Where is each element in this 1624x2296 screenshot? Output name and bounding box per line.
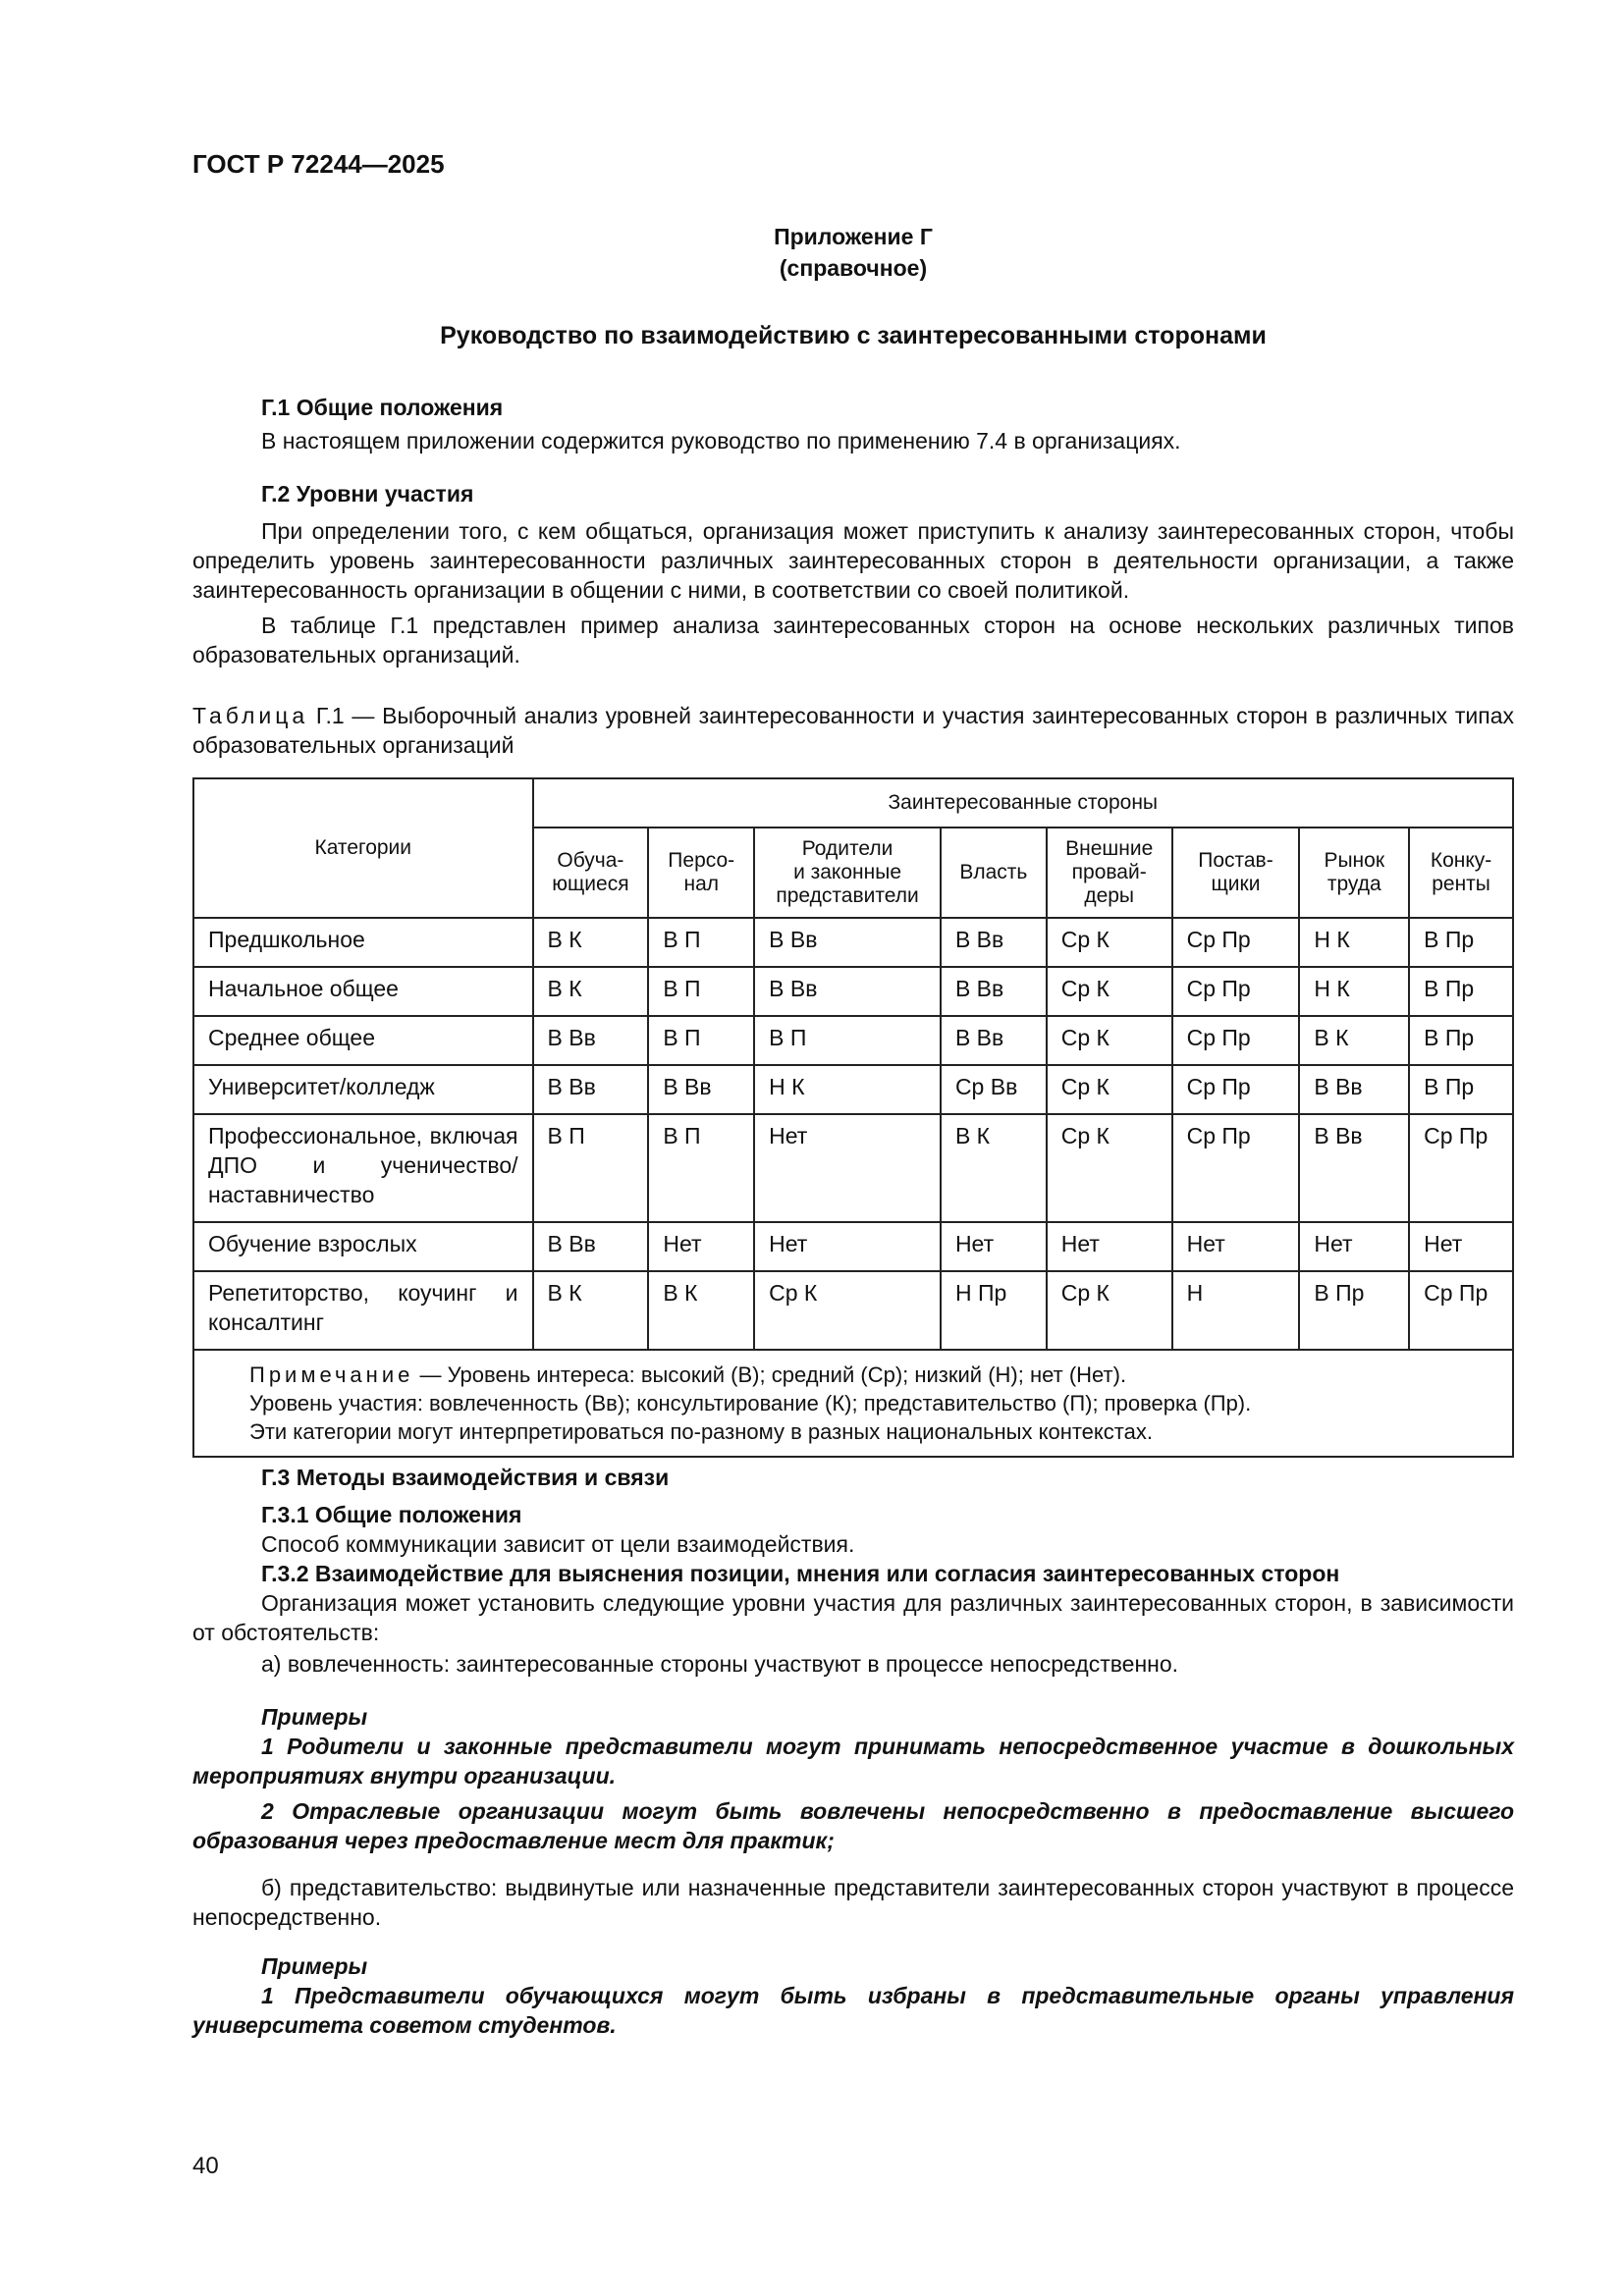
- col-header: Обуча- ющиеся: [533, 828, 649, 918]
- table-cell: В Вв: [941, 1016, 1047, 1065]
- table-cell: Ср Пр: [1409, 1114, 1513, 1222]
- table-cell: Ср Пр: [1172, 967, 1300, 1016]
- example-1-1: 1 Родители и законные представители могут принимать непосредственное участие в дошкольных мероприятиях внутри организации.: [192, 1734, 1514, 1789]
- appendix-subtitle: (справочное): [779, 255, 928, 281]
- table-cell: Ср К: [1047, 1065, 1172, 1114]
- table-cell: В Пр: [1299, 1271, 1409, 1350]
- section-g32-heading: Г.3.2 Взаимодействие для выяснения позиции, мнения или согласия заинтересованных сторон: [261, 1561, 1340, 1586]
- table-cell: В Пр: [1409, 918, 1513, 967]
- table-row: [193, 1065, 1513, 1114]
- table-cell: В П: [648, 1016, 754, 1065]
- table-cell: В Пр: [1409, 1016, 1513, 1065]
- col-header: Внешние провай- деры: [1047, 828, 1172, 918]
- examples-label-2: Примеры: [261, 1953, 368, 1979]
- table-cell: Нет: [1409, 1222, 1513, 1271]
- col-header-categories: Категории: [193, 778, 533, 918]
- col-header: Постав- щики: [1172, 828, 1300, 918]
- table-cell: Ср Пр: [1172, 1016, 1300, 1065]
- table-cell: Ср К: [754, 1271, 941, 1350]
- table-cell: Нет: [1172, 1222, 1300, 1271]
- table-cell: В Вв: [1299, 1114, 1409, 1222]
- section-g3-heading: Г.3 Методы взаимодействия и связи: [261, 1465, 670, 1490]
- table-cell: Нет: [754, 1222, 941, 1271]
- col-header: Рынок труда: [1299, 828, 1409, 918]
- table-cell: Ср К: [1047, 918, 1172, 967]
- table-cell: Н Пр: [941, 1271, 1047, 1350]
- col-header: Конку- ренты: [1409, 828, 1513, 918]
- table-cell: Нет: [1299, 1222, 1409, 1271]
- table-row: [193, 967, 1513, 1016]
- examples-label-1: Примеры: [261, 1704, 368, 1730]
- col-header: Персо- нал: [648, 828, 754, 918]
- col-header-group: Заинтересованные стороны: [533, 778, 1513, 828]
- table-cell: В П: [648, 918, 754, 967]
- table-caption-label: Таблица: [192, 703, 309, 728]
- appendix-title: Приложение Г: [774, 224, 933, 249]
- table-row: [193, 1016, 1513, 1065]
- table-cell: Ср Вв: [941, 1065, 1047, 1114]
- table-cell: В К: [533, 918, 649, 967]
- table-cell: В П: [754, 1016, 941, 1065]
- section-g31-heading: Г.3.1 Общие положения: [261, 1502, 522, 1527]
- table-cell: В П: [533, 1114, 649, 1222]
- row-category: Репетиторство, коучинг и консалтинг: [193, 1271, 533, 1350]
- section-g32-text: Организация может установить следующие уровни участия для различных заинтересованных сторон, в зависимости от обстоятельств:: [192, 1590, 1514, 1645]
- table-cell: В П: [648, 1114, 754, 1222]
- table-cell: Н К: [1299, 918, 1409, 967]
- section-g1-heading: Г.1 Общие положения: [261, 395, 504, 420]
- table-cell: В Пр: [1409, 1065, 1513, 1114]
- section-g2-heading: Г.2 Уровни участия: [261, 481, 474, 507]
- note-line-2: Уровень участия: вовлеченность (Вв); консультирование (К); представительство (П); проверка (Пр).: [249, 1391, 1252, 1415]
- table-cell: Ср К: [1047, 967, 1172, 1016]
- col-header: Власть: [941, 828, 1047, 918]
- table-row: [193, 1271, 1513, 1350]
- table-cell: В Вв: [941, 967, 1047, 1016]
- note-line-3: Эти категории могут интерпретироваться по-разному в разных национальных контекстах.: [249, 1419, 1153, 1444]
- col-header: Родители и законные представители: [754, 828, 941, 918]
- row-category: Университет/колледж: [193, 1065, 533, 1114]
- table-cell: В К: [533, 967, 649, 1016]
- table-cell: В Пр: [1409, 967, 1513, 1016]
- note-line-1: — Уровень интереса: высокий (В); средний (Ср); низкий (Н); нет (Нет).: [413, 1362, 1127, 1387]
- list-item-b: б) представительство: выдвинутые или назначенные представители заинтересованных сторон участвуют в процессе непосредственно.: [192, 1875, 1514, 1930]
- table-cell: Нет: [754, 1114, 941, 1222]
- section-g31-text: Способ коммуникации зависит от цели взаимодействия.: [261, 1531, 855, 1557]
- table-cell: В К: [1299, 1016, 1409, 1065]
- table-cell: В Вв: [533, 1065, 649, 1114]
- appendix-heading: Руководство по взаимодействию с заинтересованными сторонами: [440, 322, 1267, 349]
- table-row: [193, 1114, 1513, 1222]
- table-cell: Ср К: [1047, 1016, 1172, 1065]
- note-label: Примечание: [249, 1362, 414, 1387]
- section-g2-paragraph-1: При определении того, с кем общаться, организация может приступить к анализу заинтересованных сторон, чтобы определить уровень заинтересованности различных заинтересованных сторон в деятельности организации, а также заинтересованность организации в общении с ними, в соответствии со своей политикой.: [192, 518, 1514, 603]
- row-category: Начальное общее: [193, 967, 533, 1016]
- table-cell: Нет: [941, 1222, 1047, 1271]
- table-cell: Ср Пр: [1172, 1114, 1300, 1222]
- table-cell: В Вв: [941, 918, 1047, 967]
- table-cell: В К: [533, 1271, 649, 1350]
- table-cell: Нет: [1047, 1222, 1172, 1271]
- table-cell: Ср Пр: [1172, 918, 1300, 967]
- table-cell: В К: [648, 1271, 754, 1350]
- page-number: 40: [192, 2153, 219, 2179]
- stakeholder-table: [192, 777, 1514, 1458]
- table-caption-text: Г.1 — Выборочный анализ уровней заинтересованности и участия заинтересованных сторон в различных типах образовательных организаций: [192, 703, 1514, 758]
- table-caption: [192, 701, 1514, 760]
- table-cell: В Вв: [648, 1065, 754, 1114]
- example-1-2: 2 Отраслевые организации могут быть вовлечены непосредственно в предоставление высшего образования через предоставление мест для практик;: [192, 1798, 1514, 1853]
- table-cell: Н: [1172, 1271, 1300, 1350]
- table-row: [193, 918, 1513, 967]
- table-note: [193, 1350, 1513, 1457]
- section-g2-paragraph-2: В таблице Г.1 представлен пример анализа заинтересованных сторон на основе нескольких различных типов образовательных организаций.: [192, 613, 1514, 667]
- table-cell: Ср К: [1047, 1271, 1172, 1350]
- table-cell: В Вв: [754, 918, 941, 967]
- table-cell: Н К: [754, 1065, 941, 1114]
- section-g1-text: В настоящем приложении содержится руководство по применению 7.4 в организациях.: [261, 428, 1181, 454]
- list-item-a: а) вовлеченность: заинтересованные стороны участвуют в процессе непосредственно.: [261, 1651, 1179, 1677]
- table-cell: В Вв: [533, 1222, 649, 1271]
- table-row: [193, 1222, 1513, 1271]
- table-cell: Ср К: [1047, 1114, 1172, 1222]
- row-category: Предшкольное: [193, 918, 533, 967]
- table-cell: В Вв: [533, 1016, 649, 1065]
- row-category: Профессиональное, включая ДПО и ученичество/наставничество: [193, 1114, 533, 1222]
- table-cell: В П: [648, 967, 754, 1016]
- table-cell: В Вв: [1299, 1065, 1409, 1114]
- table-cell: В Вв: [754, 967, 941, 1016]
- table-cell: Н К: [1299, 967, 1409, 1016]
- table-cell: Ср Пр: [1409, 1271, 1513, 1350]
- table-cell: Ср Пр: [1172, 1065, 1300, 1114]
- example-2-1: 1 Представители обучающихся могут быть избраны в представительные органы управления университета советом студентов.: [192, 1983, 1514, 2038]
- table-cell: Нет: [648, 1222, 754, 1271]
- document-header: ГОСТ Р 72244—2025: [192, 149, 445, 179]
- table-cell: В К: [941, 1114, 1047, 1222]
- row-category: Среднее общее: [193, 1016, 533, 1065]
- row-category: Обучение взрослых: [193, 1222, 533, 1271]
